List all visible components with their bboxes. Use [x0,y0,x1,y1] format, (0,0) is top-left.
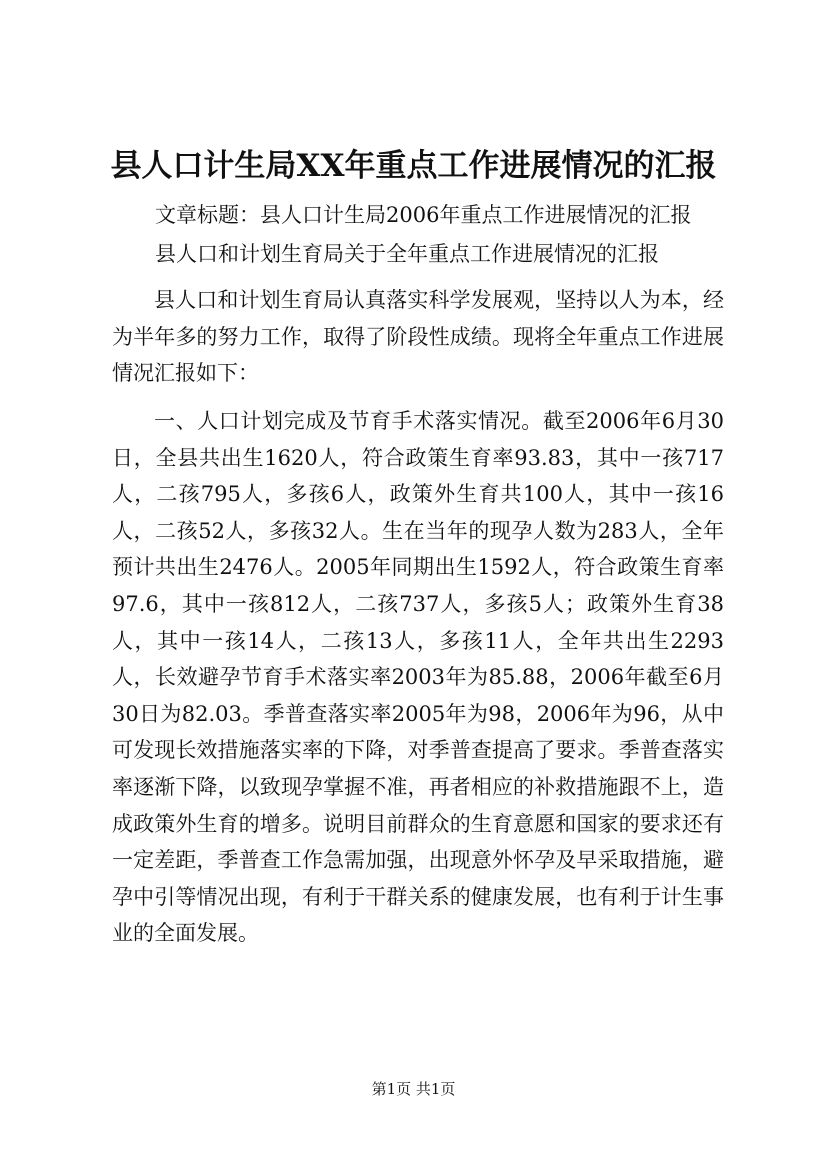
paragraph-population-plan: 一、人口计划完成及节育手术落实情况。截至2006年6月30日，全县共出生1620人，符合政策生育率93.83，其中一孩717人，二孩795人，多孩6人，政策外生育共100人，其中一孩16人，二孩52人，多孩32人。生在当年的现孕人数为283人，全年预计共出生2476人。2005年同期出生1592人，符合政策生育率97.6，其中一孩812人，二孩737人，多孩5人；政策外生育38人，其中一孩14人，二孩13人，多孩11人，全年共出生2293人，长效避孕节育手术落实率2003年为85.88，2006年截至6月30日为82.03。季普查落实率2005年为98，2006年为96，从中可发现长效措施落实率的下降，对季普查提高了要求。季普查落实率逐渐下降，以致现孕掌握不准，再者相应的补救措施跟不上，造成政策外生育的增多。说明目前群众的生育意愿和国家的要求还有一定差距，季普查工作急需加强，出现意外怀孕及早采取措施，避孕中引等情况出现，有利于干群关系的健康发展，也有利于计生事业的全面发展。 [112,409,724,946]
article-title-line: 文章标题：县人口计生局2006年重点工作进展情况的汇报 [155,203,692,227]
document-title: 县人口计生局XX年重点工作进展情况的汇报 [110,148,717,184]
subtitle-line: 县人口和计划生育局关于全年重点工作进展情况的汇报 [155,242,659,266]
page-footer: 第1页 共1页 [371,1080,456,1098]
paragraph-intro: 县人口和计划生育局认真落实科学发展观，坚持以人为本，经为半年多的努力工作，取得了阶段性成绩。现将全年重点工作进展情况汇报如下： [112,288,724,386]
